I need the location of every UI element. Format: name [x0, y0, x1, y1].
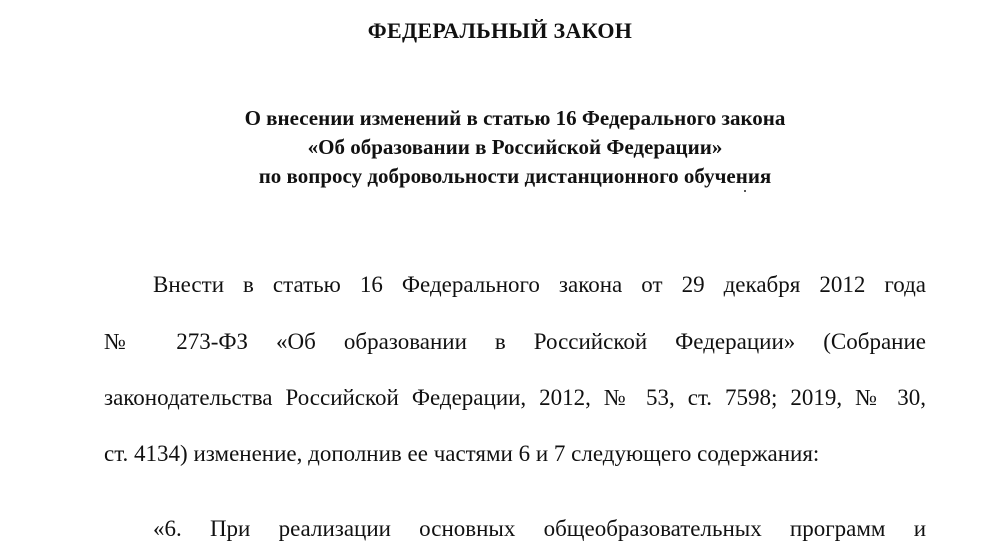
law-title-line: О внесении изменений в статью 16 Федерального закона: [244, 106, 786, 130]
law-title-line: «Об образовании в Российской Федерации»: [307, 135, 723, 159]
scan-artifact: [744, 190, 746, 192]
paragraph-line: «6. При реализации основных общеобразовательных программ и: [153, 516, 926, 541]
law-title: [110, 104, 920, 191]
paragraph-line: ст. 4134) изменение, дополнив ее частями 6 и 7 следующего содержания:: [104, 441, 820, 466]
document-type-heading: ФЕДЕРАЛЬНЫЙ ЗАКОН: [367, 18, 633, 43]
paragraph-line: законодательства Российской Федерации, 2012, № 53, ст. 7598; 2019, № 30,: [104, 385, 926, 410]
paragraph-line: № 273-ФЗ «Об образовании в Российской Федерации» (Собрание: [104, 329, 926, 354]
paragraph-line: Внести в статью 16 Федерального закона от 29 декабря 2012 года: [153, 272, 926, 297]
law-title-line: по вопросу добровольности дистанционного обучения: [258, 164, 772, 188]
